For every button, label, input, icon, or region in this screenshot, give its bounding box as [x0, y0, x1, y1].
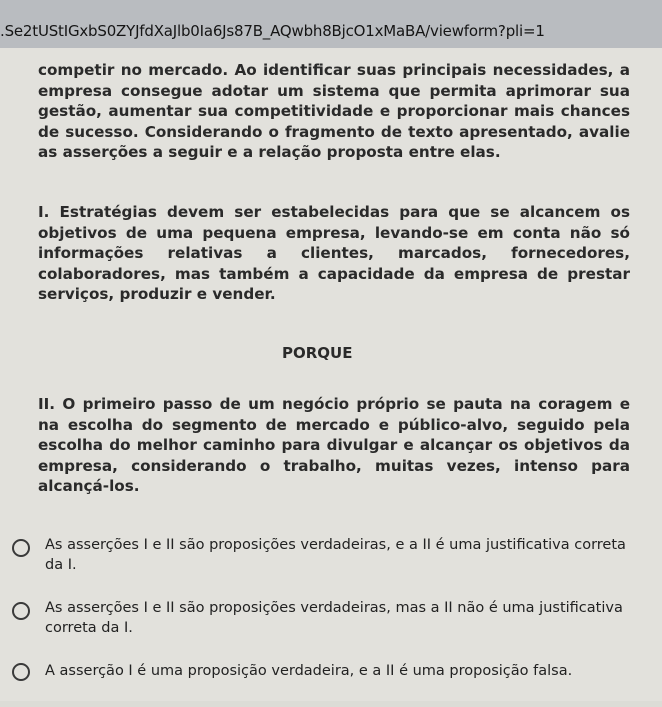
- option-label: A asserção I é uma proposição verdadeira, e a II é uma proposição falsa.: [45, 663, 573, 679]
- radio-button[interactable]: [12, 539, 30, 557]
- url-text: .Se2tUStIGxbS0ZYJfdXaJlb0Ia6Js87B_AQwbh8BjcO1xMaBA/viewform?pli=1: [0, 22, 545, 40]
- answer-option-1[interactable]: [10, 535, 650, 581]
- answer-option-2[interactable]: [10, 598, 650, 644]
- form-content: [0, 48, 662, 701]
- question-intro: competir no mercado. Ao identificar suas principais necessidades, a empresa consegue adotar um sistema que permita aprimorar sua gestão, aumentar sua competitividade e proporcionar mais chances de sucesso. Considerando o fragmento de texto apresentado, avalie as asserções a seguir e a relação proposta entre elas.: [38, 61, 630, 161]
- assertion-1: I. Estratégias devem ser estabelecidas para que se alcancem os objetivos de uma pequena empresa, levando-se em conta não só informações relativas a clientes, marcados, fornecedores, colaboradores, mas também a capacidade da empresa de prestar serviços, produzir e vender.: [38, 203, 630, 303]
- radio-button[interactable]: [12, 602, 30, 620]
- assertion-2: II. O primeiro passo de um negócio próprio se pauta na coragem e na escolha do segmento de mercado e público-alvo, seguido pela escolha do melhor caminho para divulgar e alcançar os objetivos da empresa, considerando o trabalho, muitas vezes, intenso para alcançá-los.: [38, 395, 630, 495]
- connector-label: PORQUE: [282, 344, 353, 362]
- radio-button[interactable]: [12, 663, 30, 681]
- option-label: As asserções I e II são proposições verdadeiras, e a II é uma justificativa correta da I.: [45, 537, 626, 573]
- address-bar[interactable]: [0, 0, 662, 48]
- option-label: As asserções I e II são proposições verdadeiras, mas a II não é uma justificativa correta da I.: [45, 600, 623, 636]
- answer-option-3[interactable]: [10, 661, 650, 707]
